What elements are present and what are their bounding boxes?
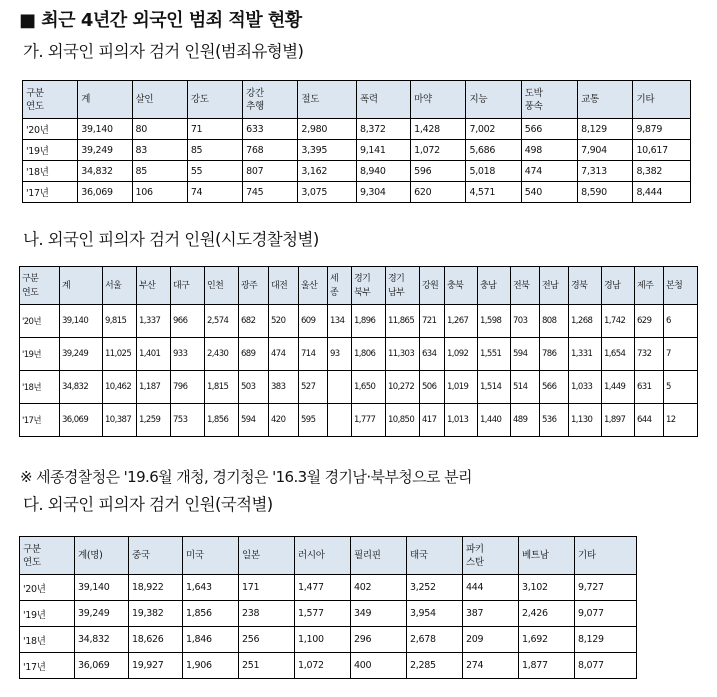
value-cell: 520: [269, 305, 299, 338]
value-cell: 10,387: [103, 404, 137, 437]
section-heading-nationality: 다. 외국인 피의자 검거 인원(국적별): [23, 495, 273, 514]
column-header: [299, 267, 328, 305]
cell-text: 연도: [22, 287, 39, 298]
value-cell: 55: [187, 161, 242, 182]
value-cell: 489: [511, 404, 540, 437]
cell-text: 중국: [132, 550, 150, 561]
page-title: ■ 최근 4년간 외국인 범죄 적발 현황: [19, 10, 302, 31]
header-row: [23, 81, 691, 119]
value-cell: 682: [239, 305, 269, 338]
year-cell: '18년: [23, 161, 78, 182]
column-header: [569, 267, 602, 305]
table-row: [20, 653, 637, 679]
value-cell: 36,069: [78, 182, 132, 203]
value-cell: 1,449: [602, 371, 635, 404]
value-cell: 18,922: [129, 575, 183, 601]
value-cell: 796: [171, 371, 205, 404]
cell-text: 부산: [139, 280, 156, 291]
value-cell: 9,815: [103, 305, 137, 338]
value-cell: 1,259: [137, 404, 171, 437]
column-header: [239, 267, 269, 305]
cell-text: 일본: [242, 550, 260, 561]
column-header: [60, 267, 103, 305]
value-cell: 3,252: [407, 575, 463, 601]
table-row: [20, 371, 698, 404]
table-row: [20, 338, 698, 371]
value-cell: 786: [540, 338, 569, 371]
value-cell: 9,879: [633, 119, 691, 140]
cell-text: 러시아: [298, 550, 325, 561]
value-cell: 36,069: [75, 653, 129, 679]
value-cell: 9,077: [575, 601, 637, 627]
value-cell: [328, 404, 352, 437]
column-header: [129, 537, 183, 575]
cell-text: 풍속: [524, 100, 543, 112]
column-header: [478, 267, 511, 305]
value-cell: 1,514: [478, 371, 511, 404]
value-cell: 9,727: [575, 575, 637, 601]
column-header: [78, 81, 132, 119]
value-cell: 10,272: [386, 371, 420, 404]
value-cell: 8,444: [633, 182, 691, 203]
cell-text: 태국: [410, 550, 428, 561]
value-cell: 8,129: [578, 119, 633, 140]
value-cell: 1,072: [295, 653, 351, 679]
cell-text: 필리핀: [354, 550, 381, 561]
value-cell: 807: [243, 161, 298, 182]
cell-text: 대구: [173, 280, 190, 291]
cell-text: 교통: [581, 94, 599, 105]
value-cell: 5: [664, 371, 698, 404]
value-cell: 6: [664, 305, 698, 338]
value-cell: 19,382: [129, 601, 183, 627]
value-cell: 514: [511, 371, 540, 404]
column-header: [137, 267, 171, 305]
value-cell: 966: [171, 305, 205, 338]
cell-text: 경북: [571, 280, 588, 291]
value-cell: 1,187: [137, 371, 171, 404]
year-cell: '19년: [23, 140, 78, 161]
cell-text: 서울: [105, 280, 122, 291]
value-cell: 8,077: [575, 653, 637, 679]
column-header: [578, 81, 633, 119]
nationality-table: [19, 536, 637, 679]
value-cell: 634: [420, 338, 445, 371]
value-cell: 2,678: [407, 627, 463, 653]
value-cell: 34,832: [75, 627, 129, 653]
value-cell: 383: [269, 371, 299, 404]
value-cell: 1,440: [478, 404, 511, 437]
value-cell: 238: [239, 601, 295, 627]
value-cell: 1,401: [137, 338, 171, 371]
column-header: [187, 81, 242, 119]
cell-text: 북부: [354, 287, 371, 298]
column-header: [602, 267, 635, 305]
value-cell: 3,954: [407, 601, 463, 627]
value-cell: 1,856: [183, 601, 239, 627]
value-cell: 7,002: [466, 119, 521, 140]
column-header: [511, 267, 540, 305]
cell-text: 베트남: [522, 550, 549, 561]
year-cell: '19년: [20, 338, 60, 371]
value-cell: 631: [635, 371, 664, 404]
value-cell: 39,249: [75, 601, 129, 627]
value-cell: 595: [299, 404, 328, 437]
value-cell: 1,092: [445, 338, 478, 371]
header-row: [20, 537, 637, 575]
cell-text: 충북: [447, 280, 464, 291]
column-header: [103, 267, 137, 305]
value-cell: 1,742: [602, 305, 635, 338]
cell-text: 파키: [466, 543, 484, 555]
column-header: [75, 537, 129, 575]
value-cell: 19,927: [129, 653, 183, 679]
column-header: [205, 267, 239, 305]
value-cell: 745: [243, 182, 298, 203]
section-heading-crime-type: 가. 외국인 피의자 검거 인원(범죄유형별): [23, 42, 304, 61]
value-cell: 134: [328, 305, 352, 338]
police-agency-table: [19, 266, 698, 437]
column-header: [386, 267, 420, 305]
column-header: [420, 267, 445, 305]
cell-text: 미국: [186, 550, 204, 561]
value-cell: 689: [239, 338, 269, 371]
column-header: [664, 267, 698, 305]
cell-text: 마약: [414, 94, 432, 105]
value-cell: 39,140: [75, 575, 129, 601]
value-cell: 5,018: [466, 161, 521, 182]
cell-text: 종: [330, 287, 339, 298]
value-cell: 7,313: [578, 161, 633, 182]
cell-text: 대전: [271, 280, 288, 291]
cell-text: 경남: [604, 280, 621, 291]
corner-header-cell: [20, 267, 60, 305]
value-cell: 498: [521, 140, 577, 161]
value-cell: 9,304: [356, 182, 410, 203]
value-cell: 7: [664, 338, 698, 371]
cell-text: 경기: [354, 273, 371, 284]
value-cell: 8,590: [578, 182, 633, 203]
cell-text: 살인: [135, 94, 154, 105]
value-cell: 8,382: [633, 161, 691, 182]
value-cell: 1,896: [352, 305, 386, 338]
year-cell: '17년: [20, 404, 60, 437]
table-row: [20, 575, 637, 601]
value-cell: 83: [132, 140, 187, 161]
value-cell: 1,267: [445, 305, 478, 338]
column-header: [521, 81, 577, 119]
cell-text: 제주: [637, 280, 654, 291]
cell-text: 전북: [513, 280, 530, 291]
year-cell: '18년: [20, 371, 60, 404]
value-cell: 1,692: [519, 627, 575, 653]
column-header: [540, 267, 569, 305]
value-cell: 1,877: [519, 653, 575, 679]
cell-text: 남부: [388, 287, 405, 298]
value-cell: 400: [351, 653, 407, 679]
cell-text: 전남: [542, 280, 559, 291]
value-cell: 8,940: [356, 161, 410, 182]
column-header: [575, 537, 637, 575]
value-cell: 1,906: [183, 653, 239, 679]
value-cell: 444: [463, 575, 519, 601]
table-row: [20, 627, 637, 653]
column-header: [328, 267, 352, 305]
column-header: [239, 537, 295, 575]
value-cell: 1,815: [205, 371, 239, 404]
value-cell: 566: [540, 371, 569, 404]
value-cell: 10,617: [633, 140, 691, 161]
value-cell: 7,904: [578, 140, 633, 161]
cell-text: 연도: [23, 556, 41, 568]
value-cell: 85: [132, 161, 187, 182]
value-cell: 1,897: [602, 404, 635, 437]
value-cell: 1,428: [411, 119, 466, 140]
table-row: [20, 601, 637, 627]
value-cell: 256: [239, 627, 295, 653]
value-cell: 714: [299, 338, 328, 371]
value-cell: 3,102: [519, 575, 575, 601]
value-cell: 387: [463, 601, 519, 627]
cell-text: 구분: [26, 87, 44, 99]
value-cell: 1,551: [478, 338, 511, 371]
column-header: [298, 81, 357, 119]
year-cell: '20년: [20, 575, 75, 601]
value-cell: 34,832: [78, 161, 132, 182]
value-cell: 39,140: [78, 119, 132, 140]
value-cell: 10,850: [386, 404, 420, 437]
table-row: [20, 305, 698, 338]
value-cell: 1,130: [569, 404, 602, 437]
value-cell: 5,686: [466, 140, 521, 161]
value-cell: 1,033: [569, 371, 602, 404]
value-cell: 11,865: [386, 305, 420, 338]
value-cell: 1,268: [569, 305, 602, 338]
cell-text: 본청: [666, 280, 683, 291]
value-cell: 808: [540, 305, 569, 338]
year-cell: '17년: [20, 653, 75, 679]
header-row: [20, 267, 698, 305]
value-cell: 703: [511, 305, 540, 338]
value-cell: 251: [239, 653, 295, 679]
column-header: [466, 81, 521, 119]
cell-text: 폭력: [359, 94, 378, 105]
cell-text: 연도: [26, 100, 44, 112]
column-header: [635, 267, 664, 305]
column-header: [519, 537, 575, 575]
cell-text: 경기: [388, 273, 405, 284]
column-header: [132, 81, 187, 119]
cell-text: 기타: [578, 550, 596, 561]
year-cell: '20년: [20, 305, 60, 338]
table-row: [23, 140, 691, 161]
cell-text: 울산: [301, 280, 318, 291]
value-cell: 39,249: [60, 338, 103, 371]
value-cell: 596: [411, 161, 466, 182]
value-cell: 1,643: [183, 575, 239, 601]
value-cell: 1,654: [602, 338, 635, 371]
column-header: [407, 537, 463, 575]
value-cell: 2,980: [298, 119, 357, 140]
value-cell: 506: [420, 371, 445, 404]
value-cell: 2,574: [205, 305, 239, 338]
value-cell: 39,249: [78, 140, 132, 161]
crime-type-table: [22, 80, 691, 203]
cell-text: 인천: [207, 280, 224, 291]
value-cell: 1,846: [183, 627, 239, 653]
value-cell: 39,140: [60, 305, 103, 338]
value-cell: 1,477: [295, 575, 351, 601]
cell-text: 충남: [480, 280, 497, 291]
value-cell: 768: [243, 140, 298, 161]
value-cell: 620: [411, 182, 466, 203]
value-cell: 93: [328, 338, 352, 371]
value-cell: 3,075: [298, 182, 357, 203]
value-cell: 594: [511, 338, 540, 371]
value-cell: 11,025: [103, 338, 137, 371]
value-cell: 1,331: [569, 338, 602, 371]
value-cell: 36,069: [60, 404, 103, 437]
value-cell: 4,571: [466, 182, 521, 203]
cell-text: 스탄: [466, 556, 484, 568]
value-cell: 8,372: [356, 119, 410, 140]
cell-text: 계: [81, 94, 91, 105]
column-header: [445, 267, 478, 305]
column-header: [463, 537, 519, 575]
value-cell: 3,162: [298, 161, 357, 182]
value-cell: 8,129: [575, 627, 637, 653]
column-header: [295, 537, 351, 575]
value-cell: 1,072: [411, 140, 466, 161]
table-row: [23, 182, 691, 203]
value-cell: 2,285: [407, 653, 463, 679]
value-cell: 644: [635, 404, 664, 437]
corner-header-cell: [23, 81, 78, 119]
value-cell: 80: [132, 119, 187, 140]
cell-text: 절도: [301, 94, 320, 105]
value-cell: 296: [351, 627, 407, 653]
value-cell: 349: [351, 601, 407, 627]
value-cell: 629: [635, 305, 664, 338]
value-cell: 171: [239, 575, 295, 601]
cell-text: 기타: [636, 94, 655, 105]
cell-text: 계: [62, 280, 71, 291]
value-cell: 1,650: [352, 371, 386, 404]
cell-text: 지능: [469, 94, 488, 105]
year-cell: '19년: [20, 601, 75, 627]
value-cell: 721: [420, 305, 445, 338]
value-cell: 474: [269, 338, 299, 371]
column-header: [633, 81, 691, 119]
value-cell: 1,856: [205, 404, 239, 437]
table-row: [23, 161, 691, 182]
column-header: [356, 81, 410, 119]
value-cell: 933: [171, 338, 205, 371]
column-header: [411, 81, 466, 119]
value-cell: 540: [521, 182, 577, 203]
section-heading-police-agency: 나. 외국인 피의자 검거 인원(시도경찰청별): [23, 230, 319, 249]
value-cell: 1,019: [445, 371, 478, 404]
cell-text: 구분: [23, 543, 41, 555]
year-cell: '20년: [23, 119, 78, 140]
value-cell: 1,100: [295, 627, 351, 653]
value-cell: 2,430: [205, 338, 239, 371]
value-cell: 9,141: [356, 140, 410, 161]
value-cell: 34,832: [60, 371, 103, 404]
value-cell: 609: [299, 305, 328, 338]
value-cell: 209: [463, 627, 519, 653]
cell-text: 계(명): [78, 550, 103, 561]
column-header: [269, 267, 299, 305]
cell-text: 추행: [246, 100, 264, 112]
value-cell: 1,577: [295, 601, 351, 627]
value-cell: 527: [299, 371, 328, 404]
value-cell: 402: [351, 575, 407, 601]
value-cell: 594: [239, 404, 269, 437]
value-cell: 18,626: [129, 627, 183, 653]
value-cell: 732: [635, 338, 664, 371]
footnote: ※ 세종경찰청은 '19.6월 개청, 경기청은 '16.3월 경기남·북부청으로 분리: [20, 468, 472, 486]
value-cell: 1,806: [352, 338, 386, 371]
value-cell: 420: [269, 404, 299, 437]
value-cell: 3,395: [298, 140, 357, 161]
value-cell: 474: [521, 161, 577, 182]
value-cell: 12: [664, 404, 698, 437]
value-cell: 106: [132, 182, 187, 203]
value-cell: 274: [463, 653, 519, 679]
value-cell: 633: [243, 119, 298, 140]
value-cell: 753: [171, 404, 205, 437]
value-cell: 1,337: [137, 305, 171, 338]
value-cell: 85: [187, 140, 242, 161]
value-cell: 1,598: [478, 305, 511, 338]
year-cell: '17년: [23, 182, 78, 203]
cell-text: 강원: [422, 280, 439, 291]
cell-text: 강도: [190, 94, 209, 105]
column-header: [183, 537, 239, 575]
column-header: [243, 81, 298, 119]
value-cell: 566: [521, 119, 577, 140]
cell-text: 광주: [241, 280, 258, 291]
value-cell: 74: [187, 182, 242, 203]
table-row: [20, 404, 698, 437]
corner-header-cell: [20, 537, 75, 575]
column-header: [352, 267, 386, 305]
value-cell: 10,462: [103, 371, 137, 404]
value-cell: 1,013: [445, 404, 478, 437]
column-header: [351, 537, 407, 575]
cell-text: 구분: [22, 273, 39, 284]
cell-text: 세: [330, 273, 339, 284]
value-cell: 2,426: [519, 601, 575, 627]
value-cell: 11,303: [386, 338, 420, 371]
value-cell: 71: [187, 119, 242, 140]
cell-text: 도박: [524, 87, 543, 99]
value-cell: [328, 371, 352, 404]
value-cell: 503: [239, 371, 269, 404]
column-header: [171, 267, 205, 305]
value-cell: 536: [540, 404, 569, 437]
year-cell: '18년: [20, 627, 75, 653]
table-row: [23, 119, 691, 140]
value-cell: 417: [420, 404, 445, 437]
cell-text: 강간: [246, 87, 264, 99]
value-cell: 1,777: [352, 404, 386, 437]
